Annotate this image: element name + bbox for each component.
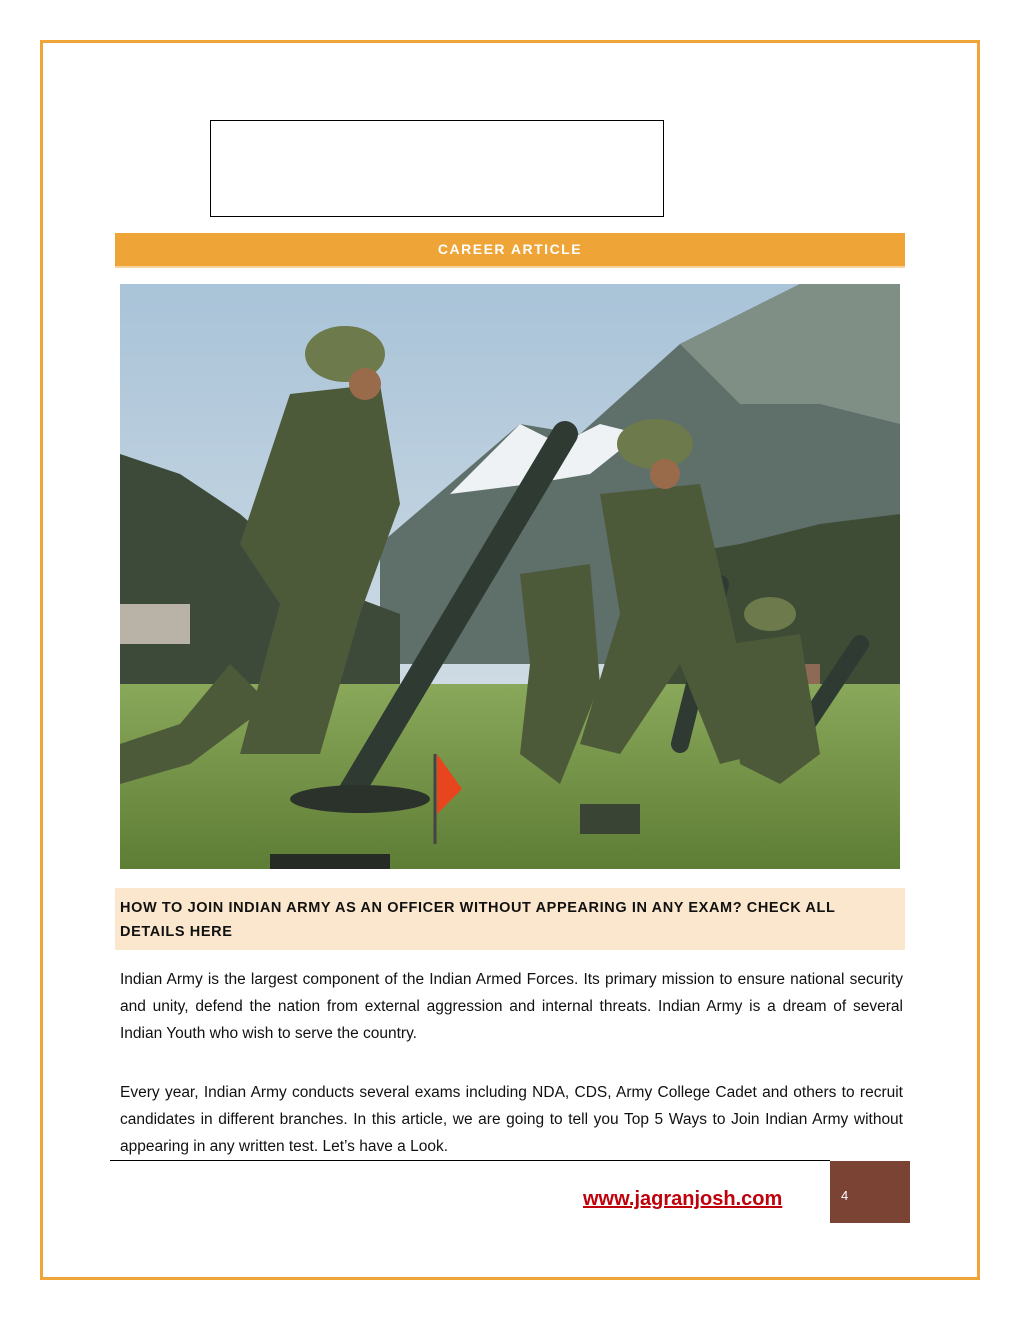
headline-banner bbox=[115, 888, 905, 950]
second-paragraph: Every year, Indian Army conducts several exams including NDA, CDS, Army College Cadet and others to recruit candidates in different branches. In this article, we are going to tell you Top 5 Ways to Join Indian Army without appearing in any written test. Let’s have a Look. bbox=[120, 1084, 903, 1155]
intro-paragraph: Indian Army is the largest component of the Indian Armed Forces. Its primary mission to ensure national security and unity, defend the nation from external aggression and internal threats. Indian Army is a dream of several Indian Youth who wish to serve the country. bbox=[120, 971, 903, 1042]
header-placeholder-box bbox=[210, 120, 664, 217]
website-link[interactable]: www.jagranjosh.com bbox=[583, 1188, 783, 1210]
page-number-tab bbox=[830, 1161, 910, 1223]
category-banner: CAREER ARTICLE bbox=[115, 233, 905, 268]
article-headline: HOW TO JOIN INDIAN ARMY AS AN OFFICER WITHOUT APPEARING IN ANY EXAM? CHECK ALL DETAILS HERE bbox=[120, 900, 836, 940]
footer-divider bbox=[110, 1160, 830, 1161]
hero-image-soldiers bbox=[120, 284, 900, 869]
page-number: 4 bbox=[841, 1188, 849, 1203]
